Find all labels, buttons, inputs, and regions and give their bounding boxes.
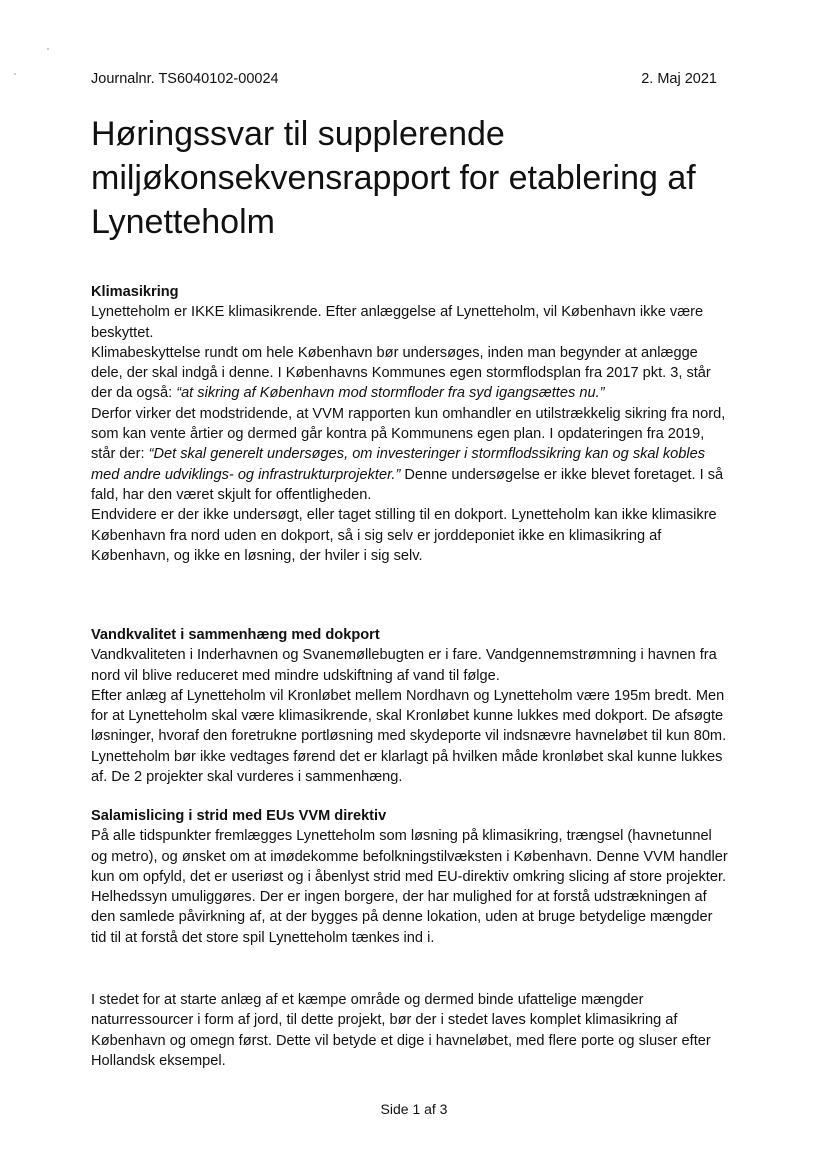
section-conclusion — [91, 990, 731, 1071]
paragraph-text: Denne undersøgelse er ikke blevet foretaget. I så fald, har den været skjult for offentligheden. — [91, 466, 724, 503]
section-salamislicing — [91, 806, 731, 948]
document-title: Høringssvar til supplerende miljøkonsekvensrapport for etablering af Lynetteholm — [91, 115, 696, 241]
section-vandkvalitet — [91, 625, 731, 787]
paragraph-text: Derfor virker det modstridende, at VVM rapporten kun omhandler en utilstrækkelig sikring fra nord, som kan vente årtier og dermed går kontra på Kommunens egen plan. I opdateringen fra 2019, står der: — [91, 405, 726, 463]
document-date: 2. Maj 2021 — [641, 71, 717, 87]
paragraph: Lynetteholm er IKKE klimasikrende. Efter anlæggelse af Lynetteholm, vil København ikke være beskyttet. — [91, 304, 704, 341]
journal-number: Journalnr. TS6040102-00024 — [91, 71, 279, 87]
paragraph: Efter anlæg af Lynetteholm vil Kronløbet mellem Nordhavn og Lynetteholm være 195m bredt. Men for at Lynetteholm skal være klimasikrende, skal Kronløbet kunne lukkes med dokport. De afsøgte løsninger, hvoraf den foretrukne portløsning med skydeporte vil indsnævre havneløbet til kun 80m. Lynetteholm bør ikke vedtages førend det er klarlagt på hvilken måde kronløbet skal kunne lukkes af. De 2 projekter skal vurderes i sammenhæng. — [91, 687, 727, 786]
section-heading: Vandkvalitet i sammenhæng med dokport — [91, 627, 380, 643]
section-klimasikring — [91, 282, 731, 566]
paragraph-text: Klimabeskyttelse rundt om hele København bør undersøges, inden man begynder at anlægge dele, der skal indgå i denne. I Københavns Kommunes egen stormflodsplan fra 2017 pkt. 3, står der da også: — [91, 344, 711, 402]
section-heading: Klimasikring — [91, 284, 179, 300]
scan-speck — [14, 73, 16, 75]
quote: “at sikring af København mod stormfloder fra syd igangsættes nu.” — [176, 385, 605, 402]
paragraph — [91, 343, 731, 404]
scan-speck — [47, 48, 49, 50]
quote: “Det skal generelt undersøges, om investeringer i stormflodssikring kan og skal kobles med andre udviklings- og infrastrukturprojekter.” — [91, 446, 706, 483]
paragraph: Endvidere er der ikke undersøgt, eller taget stilling til en dokport. Lynetteholm kan ikke klimasikre København fra nord uden en dokport, så i sig selv er jorddeponiet ikke en klimasikring af København, og ikke en løsning, der hviler i sig selv. — [91, 507, 717, 564]
section-heading: Salamislicing i strid med EUs VVM direktiv — [91, 808, 387, 824]
paragraph: I stedet for at starte anlæg af et kæmpe område og dermed binde ufattelige mængder naturressourcer i form af jord, til dette projekt, bør der i stedet laves komplet klimasikring af København og omegn først. Dette vil betyde et dige i havneløbet, med flere porte og sluser efter Hollandsk eksempel. — [91, 992, 711, 1069]
paragraph: På alle tidspunkter fremlægges Lynetteholm som løsning på klimasikring, trængsel (havnetunnel og metro), og ønsket om at imødekomme befolkningstilvæksten i København. Denne VVM handler kun om opfyld, det er useriøst og i åbenlyst strid med EU-direktiv omkring slicing af store projekter. Helhedssyn umuliggøres. Der er ingen borgere, der har mulighed for at forstå udstrækningen af den samlede påvirkning af, at der bygges på denne lokation, uden at bruge betydelige mængder tid til at forstå det store spil Lynetteholm tænkes ind i. — [91, 828, 728, 946]
paragraph — [91, 404, 731, 505]
paragraph: Vandkvaliteten i Inderhavnen og Svanemøllebugten er i fare. Vandgennemstrømning i havnen fra nord vil blive reduceret med mindre udskiftning af vand til følge. — [91, 647, 717, 684]
page-number: Side 1 af 3 — [380, 1101, 448, 1117]
